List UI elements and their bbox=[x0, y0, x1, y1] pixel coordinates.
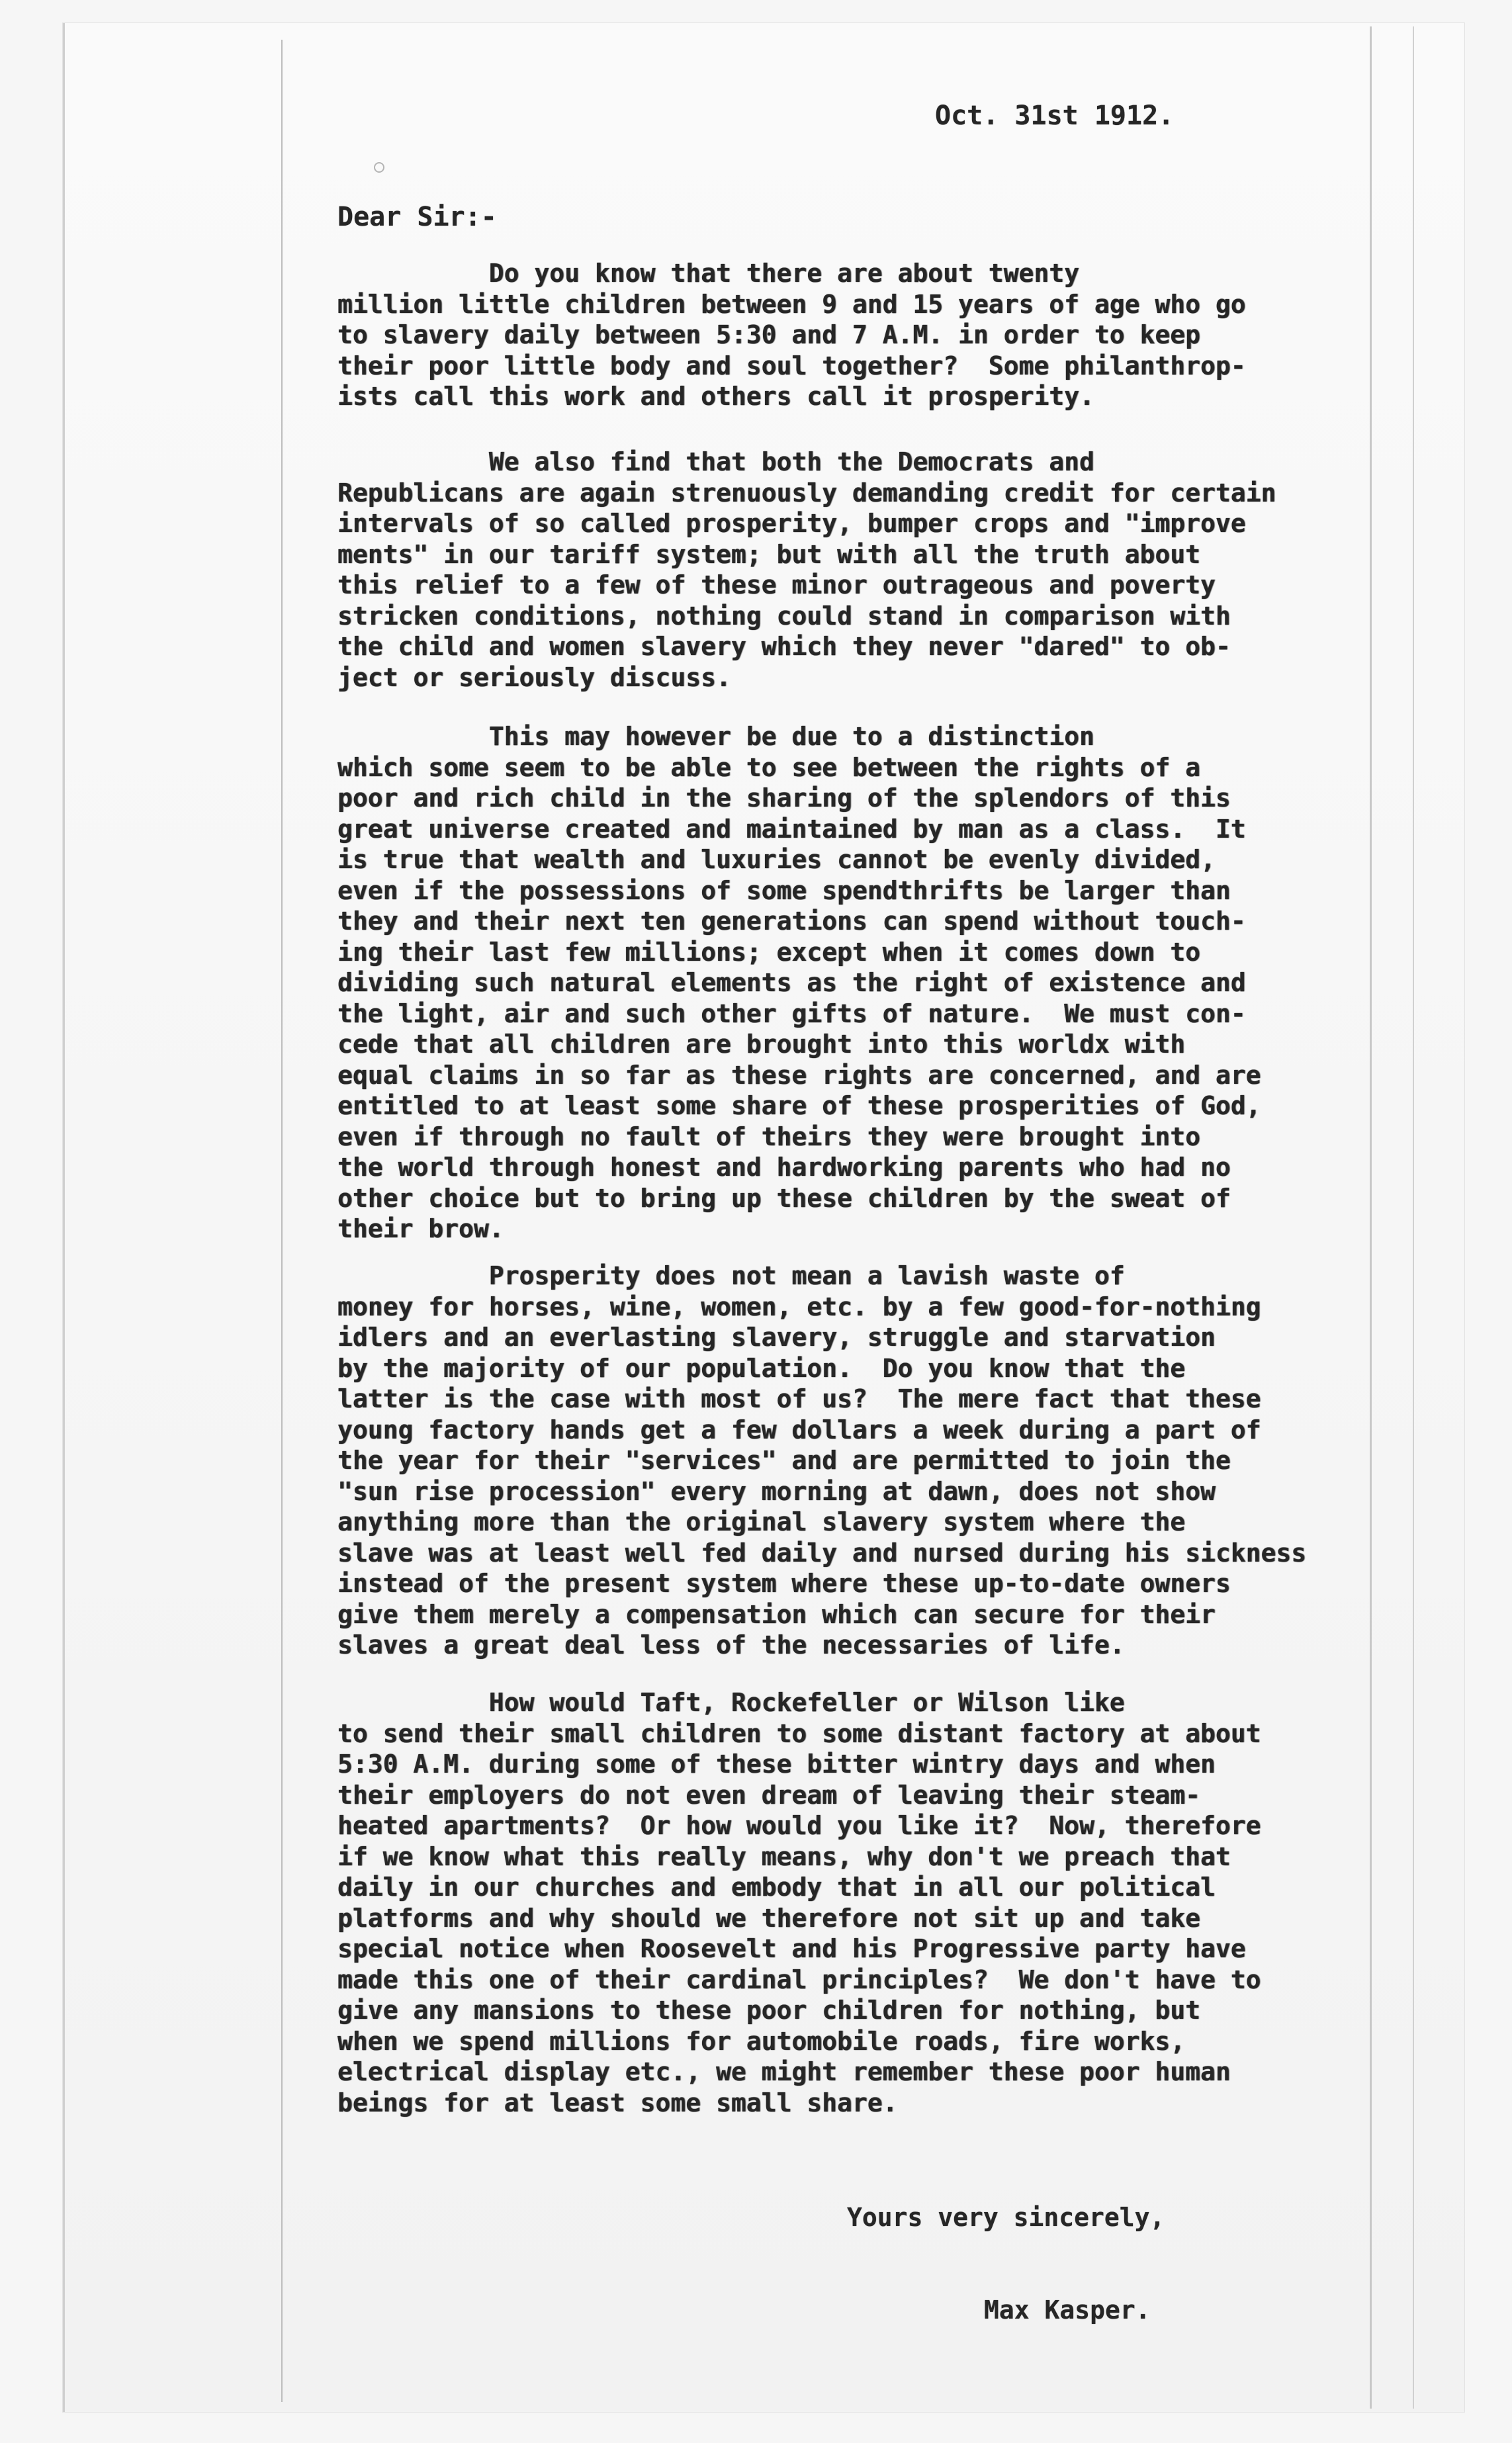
paragraph-line: We also find that both the Democrats and bbox=[337, 447, 1094, 476]
paragraph-line: young factory hands get a few dollars a week during a part of bbox=[337, 1415, 1261, 1444]
paragraph-line: is true that wealth and luxuries cannot be evenly divided, bbox=[337, 845, 1216, 874]
paragraph-line: platforms and why should we therefore not sit up and take bbox=[337, 1903, 1201, 1933]
paragraph-line: give any mansions to these poor children for nothing, but bbox=[337, 1996, 1201, 2025]
paragraph-line: this relief to a few of these minor outrageous and poverty bbox=[337, 570, 1216, 600]
paragraph-line: which some seem to be able to see between the rights of a bbox=[337, 752, 1201, 782]
paragraph-line: the light, air and such other gifts of nature. We must con- bbox=[337, 999, 1246, 1028]
paragraph bbox=[337, 447, 1276, 693]
paragraph-line: give them merely a compensation which can secure for their bbox=[337, 1599, 1216, 1629]
paragraph-line: beings for at least some small share. bbox=[337, 2088, 898, 2117]
paragraph-line: electrical display etc., we might remember these poor human bbox=[337, 2057, 1231, 2086]
paragraph-line: slaves a great deal less of the necessaries of life. bbox=[337, 1630, 1125, 1660]
margin-rule-left bbox=[281, 40, 283, 2402]
paragraph-line: other choice but to bring up these children by the sweat of bbox=[337, 1183, 1231, 1213]
paragraph-line: instead of the present system where these up-to-date owners bbox=[337, 1569, 1231, 1598]
paragraph-line: their poor little body and soul together? Some philanthrop- bbox=[337, 351, 1246, 380]
paragraph-line: anything more than the original slavery system where the bbox=[337, 1507, 1186, 1536]
paragraph-line: ject or seriously discuss. bbox=[337, 662, 731, 692]
letter-date: Oct. 31st 1912. bbox=[935, 101, 1175, 131]
paragraph-line: heated apartments? Or how would you like it? Now, therefore bbox=[337, 1811, 1261, 1840]
paragraph-line: if we know what this really means, why don't we preach that bbox=[337, 1842, 1231, 1871]
paragraph bbox=[337, 721, 1261, 1245]
paragraph-line: their employers do not even dream of leaving their steam- bbox=[337, 1780, 1201, 1810]
paragraph-line: made this one of their cardinal principles? We don't have to bbox=[337, 1965, 1261, 1994]
paper-edge-right bbox=[1413, 26, 1414, 2409]
closing-line: Yours very sincerely, bbox=[847, 2203, 1165, 2232]
paragraph-line: Do you know that there are about twenty bbox=[337, 259, 1080, 288]
paragraph-line: ists call this work and others call it prosperity. bbox=[337, 382, 1094, 411]
paragraph-line: the child and women slavery which they never "dared" to ob- bbox=[337, 632, 1231, 661]
paragraph bbox=[337, 1261, 1306, 1661]
paragraph-line: daily in our churches and embody that in all our political bbox=[337, 1873, 1216, 1902]
closing-block bbox=[847, 2141, 1165, 2387]
salutation: Dear Sir:- bbox=[337, 202, 497, 232]
paragraph-line: poor and rich child in the sharing of the splendors of this bbox=[337, 783, 1231, 813]
signature: Max Kasper. bbox=[984, 2295, 1151, 2325]
paragraph bbox=[337, 258, 1246, 412]
paragraph-line: How would Taft, Rockefeller or Wilson like bbox=[337, 1688, 1125, 1717]
paragraph-line: ing their last few millions; except when it comes down to bbox=[337, 937, 1201, 967]
paragraph-line: great universe created and maintained by man as a class. It bbox=[337, 814, 1246, 844]
paragraph-line: ments" in our tariff system; but with all the truth about bbox=[337, 539, 1201, 569]
paragraph-line: Prosperity does not mean a lavish waste of bbox=[337, 1261, 1125, 1290]
paragraph-line: "sun rise procession" every morning at dawn, does not show bbox=[337, 1476, 1216, 1506]
paragraph-line: idlers and an everlasting slavery, struggle and starvation bbox=[337, 1323, 1216, 1352]
paragraph-line: equal claims in so far as these rights are concerned, and are bbox=[337, 1060, 1261, 1090]
margin-rule-right bbox=[1370, 26, 1372, 2409]
paragraph-line: the world through honest and hardworking parents who had no bbox=[337, 1153, 1231, 1182]
paragraph-line: dividing such natural elements as the right of existence and bbox=[337, 968, 1246, 997]
paragraph-line: million little children between 9 and 15 years of age who go bbox=[337, 289, 1246, 319]
paragraph-line: special notice when Roosevelt and his Progressive party have bbox=[337, 1934, 1246, 1963]
paragraph-line: stricken conditions, nothing could stand in comparison with bbox=[337, 601, 1231, 631]
paragraph-line: their brow. bbox=[337, 1214, 504, 1243]
paragraph-line: entitled to at least some share of these prosperities of God, bbox=[337, 1091, 1261, 1120]
paragraph bbox=[337, 1687, 1261, 2118]
paragraph-line: This may however be due to a distinction bbox=[337, 722, 1094, 751]
paragraph-line: the year for their "services" and are permitted to join the bbox=[337, 1446, 1231, 1475]
paragraph-line: slave was at least well fed daily and nursed during his sickness bbox=[337, 1538, 1307, 1568]
paragraph-line: money for horses, wine, women, etc. by a few good-for-nothing bbox=[337, 1292, 1261, 1321]
punch-hole-mark bbox=[374, 162, 384, 173]
paragraph-line: latter is the case with most of us? The mere fact that these bbox=[337, 1384, 1261, 1413]
paragraph-line: by the majority of our population. Do you know that the bbox=[337, 1353, 1186, 1383]
paragraph-line: to slavery daily between 5:30 and 7 A.M. in order to keep bbox=[337, 320, 1201, 349]
paragraph-line: even if the possessions of some spendthrifts be larger than bbox=[337, 875, 1231, 905]
paragraph-line: 5:30 A.M. during some of these bitter wintry days and when bbox=[337, 1750, 1216, 1779]
paragraph-line: when we spend millions for automobile roads, fire works, bbox=[337, 2026, 1186, 2056]
paragraph-line: Republicans are again strenuously demanding credit for certain bbox=[337, 478, 1276, 508]
paragraph-line: they and their next ten generations can spend without touch- bbox=[337, 907, 1246, 936]
paragraph-line: even if through no fault of theirs they were brought into bbox=[337, 1122, 1201, 1151]
paragraph-line: intervals of so called prosperity, bumper crops and "improve bbox=[337, 509, 1246, 538]
paragraph-line: to send their small children to some distant factory at about bbox=[337, 1718, 1261, 1748]
paragraph-line: cede that all children are brought into this worldx with bbox=[337, 1030, 1186, 1059]
